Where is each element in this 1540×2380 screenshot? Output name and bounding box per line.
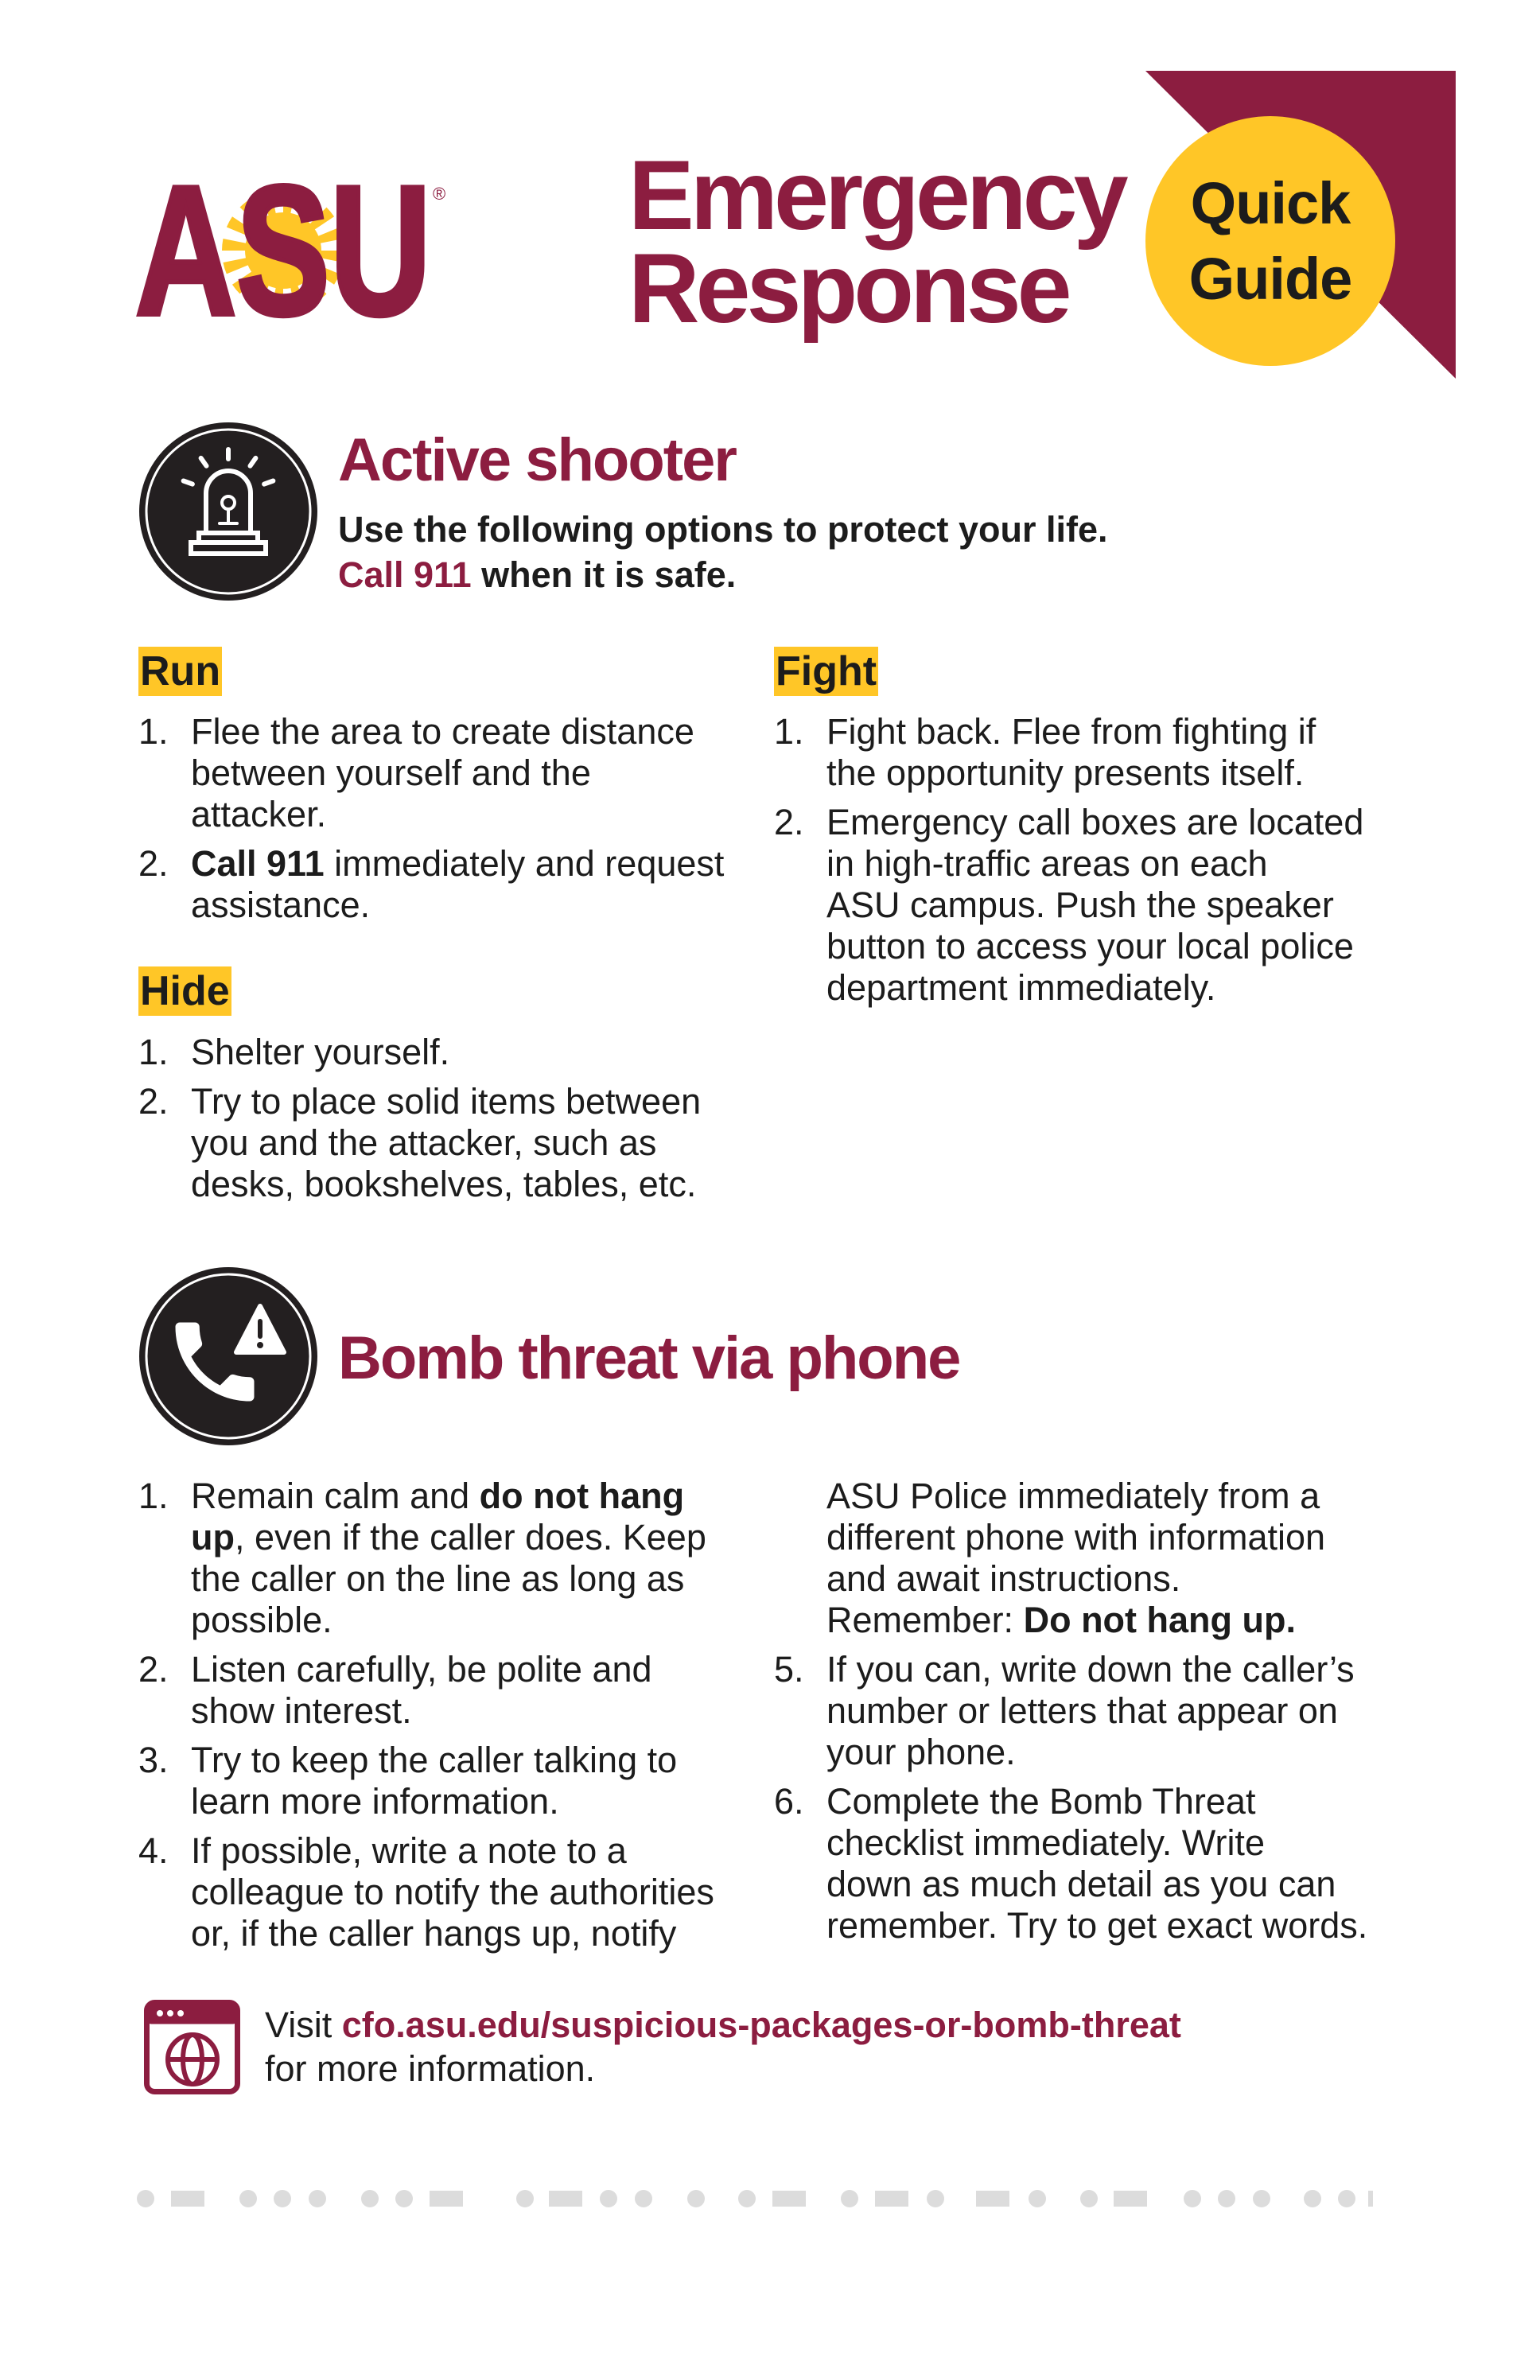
list-item xyxy=(774,1781,1367,1946)
logo-wordmark: ASU xyxy=(135,182,431,319)
list-item-continued-text: ASU Police immediately from a different phone with information and await instructions. Remember: xyxy=(826,1476,1326,1640)
footer-link[interactable]: cfo.asu.edu/suspicious-packages-or-bomb-threat xyxy=(341,2005,1181,2045)
list-number: 2. xyxy=(774,802,804,842)
list-item-text: Listen carefully, be polite and show interest. xyxy=(191,1649,652,1731)
list-item-continued xyxy=(774,1476,1367,1641)
intro-line: Use the following options to protect your life. xyxy=(338,509,1108,550)
list-number: 3. xyxy=(138,1740,169,1780)
list-number-spacer xyxy=(774,1476,826,1641)
list-item-text xyxy=(191,843,724,926)
run-label: Run xyxy=(140,648,221,694)
run-list xyxy=(138,711,724,934)
badge-text xyxy=(1145,165,1395,317)
list-number: 1. xyxy=(138,711,169,752)
bomb-threat-list-left xyxy=(138,1476,714,1962)
footer-info xyxy=(265,2003,1181,2090)
list-item xyxy=(138,1476,714,1641)
list-number: 2. xyxy=(138,843,169,884)
do-not-hang-up-bold: do not hang up xyxy=(191,1476,685,1558)
fight-list xyxy=(774,711,1363,1017)
logo-registered-mark: ® xyxy=(433,184,446,204)
list-item-text: Emergency call boxes are located in high-traffic areas on each ASU campus. Push the speaker button to access your local police department immediately. xyxy=(826,802,1364,1008)
list-item-text: If you can, write down the caller’s number or letters that appear on your phone. xyxy=(826,1649,1355,1772)
list-number: 6. xyxy=(774,1781,804,1822)
list-item-text: Try to place solid items between you and the attacker, such as desks, bookshelves, tables, etc. xyxy=(191,1081,702,1204)
list-item xyxy=(138,843,724,926)
page-title xyxy=(628,141,1125,344)
asu-logo xyxy=(135,182,447,319)
list-number: 2. xyxy=(138,1649,169,1690)
list-item-text: Shelter yourself. xyxy=(191,1032,450,1072)
footer-line-1 xyxy=(265,2003,1181,2047)
call-911-bold: Call 911 xyxy=(191,843,325,884)
footer-line-2: for more information. xyxy=(265,2048,596,2089)
list-item xyxy=(774,802,1363,1009)
bomb-threat-list-right xyxy=(774,1476,1367,1954)
active-shooter-heading: Active shooter xyxy=(338,426,736,494)
title-line-2: Response xyxy=(628,234,1068,344)
call-911-suffix: when it is safe. xyxy=(471,554,737,595)
list-item xyxy=(138,1740,714,1822)
list-item-text xyxy=(826,1476,1325,1641)
list-item-rest: , even if the caller does. Keep the caller on the line as long as possible. xyxy=(191,1517,706,1640)
decorative-dot-dash-border xyxy=(0,2183,1540,2215)
list-item xyxy=(774,711,1363,794)
title-line-1: Emergency xyxy=(628,141,1125,251)
quick-guide-badge xyxy=(1145,116,1395,366)
do-not-hang-up-bold: Do not hang up. xyxy=(1023,1600,1296,1640)
list-item-rest: immediately and request assistance. xyxy=(191,843,725,925)
hide-list xyxy=(138,1032,701,1213)
list-item-text: Fight back. Flee from fighting if the opportunity presents itself. xyxy=(826,711,1316,793)
list-item xyxy=(138,711,724,835)
siren-icon xyxy=(138,422,318,601)
call-911-highlight: Call 911 xyxy=(338,554,472,595)
list-item xyxy=(774,1649,1367,1773)
phone-warning-icon xyxy=(138,1266,318,1446)
badge-line-1: Quick xyxy=(1190,170,1351,236)
bomb-threat-heading: Bomb threat via phone xyxy=(338,1324,960,1392)
list-number: 1. xyxy=(138,1476,169,1516)
intro-call-line xyxy=(338,552,1108,597)
hide-label: Hide xyxy=(140,968,230,1014)
badge-line-2: Guide xyxy=(1188,246,1352,312)
list-item xyxy=(138,1032,701,1073)
footer-visit-prefix: Visit xyxy=(265,2005,342,2045)
list-number: 2. xyxy=(138,1081,169,1122)
list-number: 1. xyxy=(774,711,804,752)
list-item xyxy=(138,1830,714,1954)
fight-label: Fight xyxy=(776,648,877,694)
list-item xyxy=(138,1649,714,1732)
list-number: 1. xyxy=(138,1032,169,1072)
list-item-start: Remain calm and xyxy=(191,1476,480,1516)
list-item-text: Try to keep the caller talking to learn more information. xyxy=(191,1740,678,1822)
list-item xyxy=(138,1081,701,1205)
active-shooter-intro xyxy=(338,507,1108,597)
list-item-text: If possible, write a note to a colleague to notify the authorities or, if the caller hangs up, notify xyxy=(191,1830,714,1954)
list-item-text: Complete the Bomb Threat checklist immediately. Write down as much detail as you can remember. Try to get exact words. xyxy=(826,1781,1368,1946)
list-number: 5. xyxy=(774,1649,804,1690)
list-item-text: Flee the area to create distance between yourself and the attacker. xyxy=(191,711,694,834)
list-item-text xyxy=(191,1476,706,1641)
list-number: 4. xyxy=(138,1830,169,1871)
web-browser-icon xyxy=(144,2000,240,2094)
